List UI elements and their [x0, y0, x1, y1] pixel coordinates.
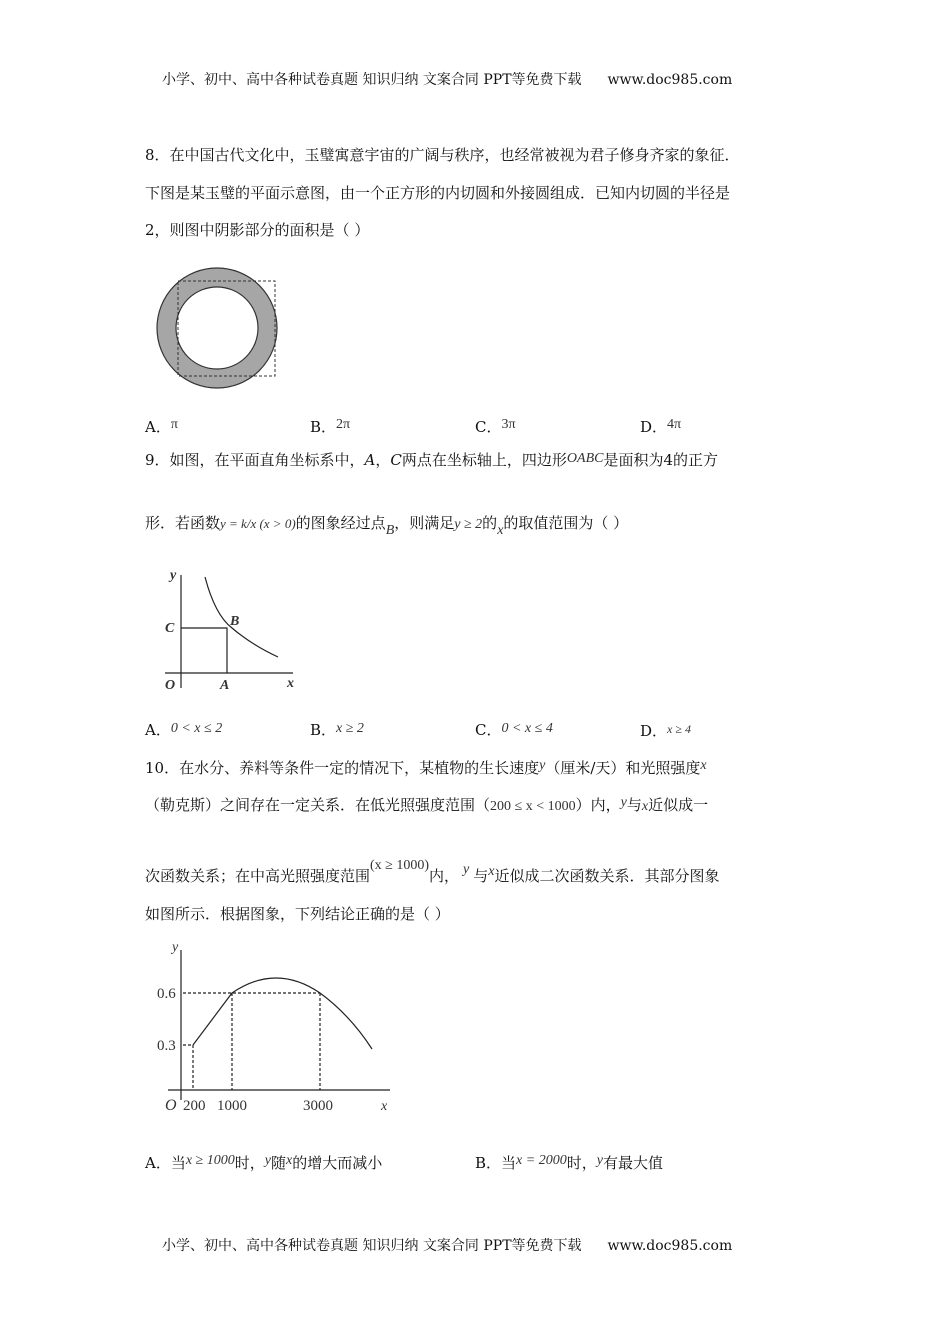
- text: 两点在坐标轴上，四边形: [401, 451, 567, 469]
- option-value: π: [170, 417, 178, 432]
- q9-option-c[interactable]: [475, 719, 553, 740]
- var-y: y: [463, 862, 470, 877]
- text: 的: [482, 514, 498, 532]
- option-label: B．: [310, 418, 337, 436]
- option-label: D．: [640, 722, 668, 740]
- text: 形．若函数: [145, 514, 221, 532]
- var-x: x: [497, 523, 504, 538]
- text: 是面积为4的正方: [603, 451, 719, 469]
- header-text: 小学、初中、高中各种试卷真题 知识归纳 文案合同 PPT等免费下载: [162, 72, 582, 88]
- text: 时，: [234, 1154, 265, 1172]
- q8-line-2: 下图是某玉璧的平面示意图，由一个正方形的内切圆和外接圆组成．已知内切圆的半径是: [145, 184, 731, 202]
- text: 随: [270, 1154, 286, 1172]
- var-oabc: OABC: [566, 451, 604, 466]
- q8-option-a[interactable]: [145, 415, 178, 437]
- option-value: x ≥ 4: [667, 722, 691, 736]
- x-tick-3000: 3000: [303, 1098, 333, 1114]
- q9-option-d[interactable]: [640, 719, 691, 741]
- text: 的取值范围为（ ）: [503, 514, 629, 532]
- text: ，: [375, 451, 391, 469]
- option-value: 0 < x ≤ 4: [501, 721, 553, 736]
- text: 9．如图，在平面直角坐标系中，: [145, 451, 365, 469]
- q9-line-2: [145, 513, 628, 541]
- text: 与: [626, 796, 642, 814]
- option-label: C．: [475, 721, 502, 739]
- q9-line-1: [145, 449, 718, 470]
- point-label-c: C: [165, 621, 175, 636]
- text: 与: [473, 867, 489, 885]
- text: （厘米/天）和光照强度: [545, 759, 701, 777]
- var-y: y: [539, 758, 546, 773]
- text: 时，: [566, 1154, 597, 1172]
- q10-line-2: [145, 793, 708, 817]
- page-footer: [162, 1236, 732, 1256]
- q10-axis-y: y: [172, 940, 179, 955]
- q9-option-b[interactable]: [310, 719, 364, 740]
- text: 有最大值: [602, 1154, 663, 1172]
- option-value: 4π: [667, 417, 682, 432]
- option-label: D．: [640, 418, 668, 436]
- q8-option-c[interactable]: [475, 415, 516, 437]
- q8-option-b[interactable]: [310, 415, 350, 437]
- point-label-a: A: [220, 678, 230, 693]
- q9-option-a[interactable]: [145, 719, 222, 740]
- jade-ring-figure: [157, 268, 277, 388]
- option-label: C．: [475, 418, 502, 436]
- q10-figure: [168, 950, 390, 1100]
- q8-option-d[interactable]: [640, 415, 681, 437]
- q8-line-1: 8．在中国古代文化中，玉璧寓意宇宙的广阔与秩序，也经常被视为君子修身齐家的象征．: [145, 146, 740, 164]
- function-formula: y = k/x (x > 0): [220, 516, 296, 531]
- q10-origin: O: [165, 1097, 177, 1114]
- text: 内，: [429, 867, 460, 885]
- option-value: 0 < x ≤ 2: [170, 721, 223, 736]
- text: 的增大而减小: [292, 1154, 383, 1172]
- text: （勒克斯）之间存在一定关系．在低光照强度范围（: [145, 796, 491, 814]
- text: A．当: [145, 1154, 186, 1172]
- x-tick-1000: 1000: [217, 1098, 247, 1114]
- y-tick-0.6: 0.6: [157, 986, 176, 1002]
- var-y: y: [596, 1153, 603, 1168]
- point-label-b: B: [230, 614, 240, 629]
- option-label: A．: [145, 721, 171, 739]
- footer-site[interactable]: www.doc985.com: [607, 1238, 733, 1254]
- range-high: (x ≥ 1000): [370, 858, 430, 873]
- text: 10．在水分、养料等条件一定的情况下，某植物的生长速度: [145, 759, 540, 777]
- text: 的图象经过点: [295, 514, 386, 532]
- condition: y ≥ 2: [454, 517, 483, 532]
- axis-label-x: x: [287, 676, 294, 691]
- option-value: 2π: [336, 417, 351, 432]
- condition: x ≥ 1000: [185, 1153, 235, 1168]
- q10-option-a[interactable]: [145, 1151, 382, 1173]
- q8-line-3: 2，则图中阴影部分的面积是（ ）: [145, 221, 370, 239]
- text: 近似成二次函数关系．其部分图象: [494, 867, 720, 885]
- footer-text: 小学、初中、高中各种试卷真题 知识归纳 文案合同 PPT等免费下载: [162, 1238, 582, 1254]
- header-site[interactable]: www.doc985.com: [607, 72, 733, 88]
- var-y: y: [620, 795, 627, 810]
- axis-label-y: y: [170, 568, 177, 583]
- text: 近似成一: [648, 796, 709, 814]
- option-value: 3π: [501, 417, 516, 432]
- text: B．当: [475, 1154, 517, 1172]
- q10-line-3: [145, 856, 720, 886]
- option-value: x ≥ 2: [336, 721, 364, 736]
- q10-line-4: 如图所示．根据图象，下列结论正确的是（ ）: [145, 905, 450, 923]
- text: ）内，: [575, 796, 621, 814]
- var-a: A: [364, 451, 376, 469]
- q10-axis-x: x: [381, 1099, 388, 1114]
- q9-figure: [165, 575, 293, 688]
- page-header: [162, 70, 732, 90]
- origin-label: O: [165, 678, 176, 693]
- x-tick-200: 200: [183, 1098, 206, 1114]
- var-b: B: [385, 523, 395, 538]
- option-label: A．: [145, 418, 171, 436]
- var-x: x: [286, 1153, 293, 1168]
- q10-line-1: [145, 756, 707, 778]
- condition: x = 2000: [516, 1153, 567, 1168]
- option-label: B．: [310, 721, 337, 739]
- q10-option-b[interactable]: [475, 1151, 663, 1173]
- var-x: x: [700, 758, 707, 773]
- var-x: x: [641, 799, 649, 814]
- var-c: C: [390, 451, 402, 469]
- range-low: 200 ≤ x < 1000: [490, 799, 576, 814]
- var-y: y: [264, 1153, 271, 1168]
- var-x: x: [488, 864, 495, 879]
- y-tick-0.3: 0.3: [157, 1038, 176, 1054]
- text: ，则满足: [394, 514, 455, 532]
- text: 次函数关系；在中高光照强度范围: [145, 867, 371, 885]
